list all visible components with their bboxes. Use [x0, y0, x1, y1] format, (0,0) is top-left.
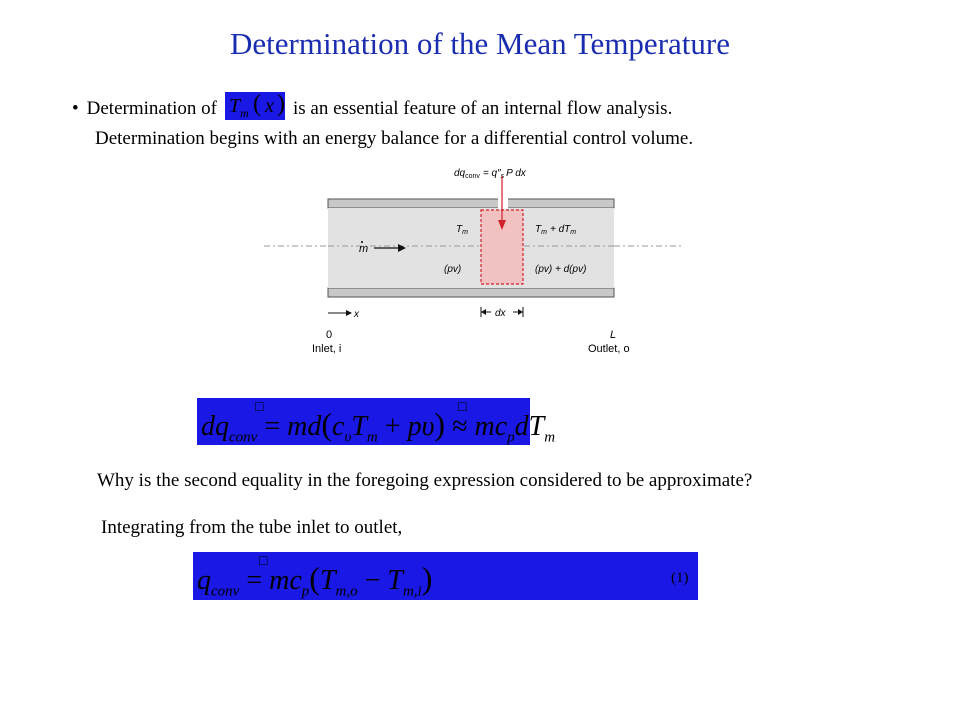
- inline-equation-tm-x: $T_m$ ( x ): [225, 92, 285, 120]
- inline-eq-t: $T_m$: [228, 95, 249, 120]
- pv-left-label: (pv): [444, 264, 462, 275]
- pipe-top-wall: [328, 199, 614, 208]
- pipe-interior: [328, 208, 614, 288]
- text-line-2: Determination begins with an energy balance for a differential control volume.: [95, 128, 694, 149]
- integrating-text: Integrating from the tube inlet to outlet,: [101, 517, 403, 538]
- pv-right-label: (pv) + d(pv): [535, 264, 587, 275]
- x-label: x: [354, 309, 359, 320]
- mdot-label: m: [359, 243, 369, 255]
- outlet-label: Outlet, o: [588, 343, 630, 355]
- inlet-label: Inlet, i: [312, 343, 342, 355]
- line1-prefix: Determination of: [86, 98, 217, 119]
- wall-gap: [498, 198, 508, 209]
- tm-right-label: $T_m + dT_m$: [535, 224, 577, 236]
- equation-number: (1): [671, 570, 689, 586]
- zero-label: 0: [326, 329, 333, 341]
- eq1-body: $dq_{conv} = md(c_\upsilon T_m + p\upsilon) \approx mc_pdT_m$: [201, 406, 556, 446]
- L-label: L: [610, 329, 617, 341]
- line1-suffix: is an essential feature of an internal flow analysis.: [292, 98, 673, 119]
- text-line-1: [72, 92, 672, 120]
- tm-left-label: $T_m$: [456, 224, 468, 236]
- equation-total-heat: □ $q_{conv} = mc_p(T_{m,o} - T_{m,i})$ (1): [193, 552, 698, 600]
- page-title: Determination of the Mean Temperature: [230, 26, 730, 61]
- question-text: Why is the second equality in the foregoing expression considered to be approximate?: [97, 470, 753, 491]
- bullet: •: [72, 98, 79, 119]
- eq2-body: $q_{conv} = mc_p(T_{m,o} - T_{m,i})$: [197, 560, 433, 600]
- control-volume-diagram: [262, 162, 682, 362]
- mdot-dot: [361, 241, 363, 243]
- dx-label: dx: [495, 308, 506, 319]
- pipe-bottom-wall: [328, 288, 614, 297]
- equation-energy-balance: □ □ $dq_{conv} = md(c_\upsilon T_m + p\upsilon) \approx mc_pdT_m$: [197, 398, 530, 445]
- dq-label: $dq_{conv} = q''_s$ P dx: [454, 168, 526, 180]
